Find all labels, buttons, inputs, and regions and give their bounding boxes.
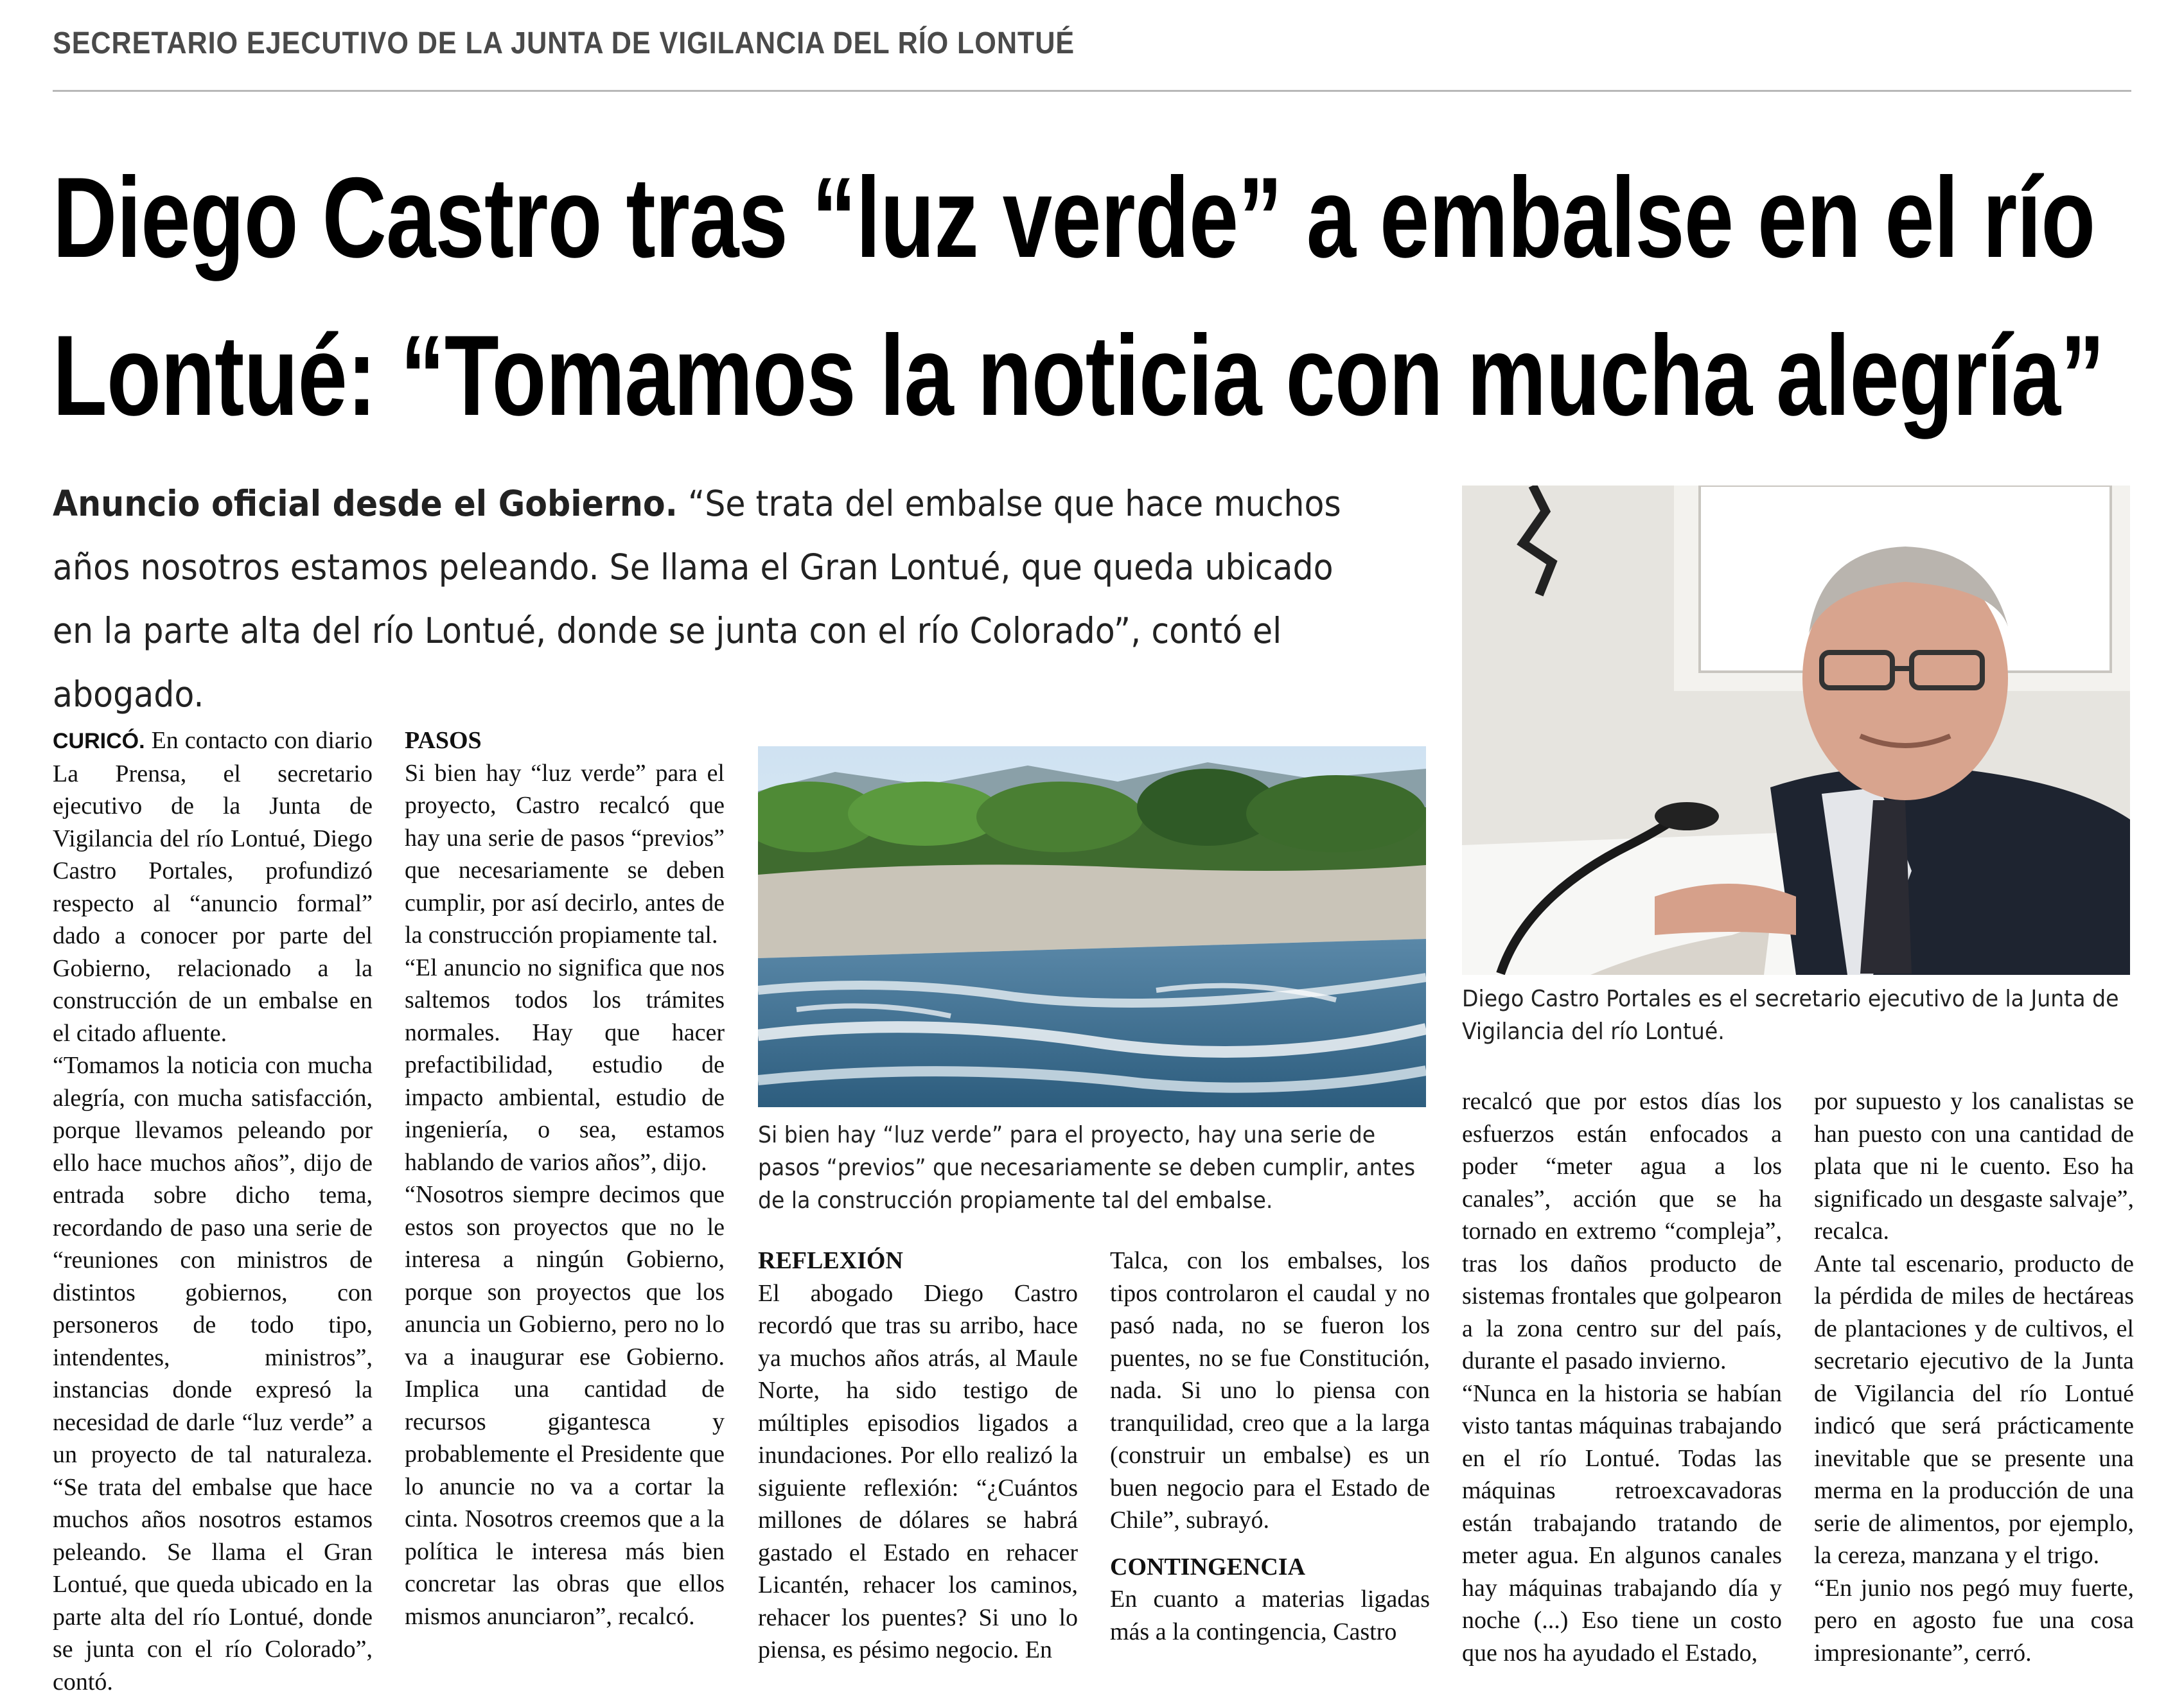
river-photo: [758, 746, 1426, 1107]
paragraph: [53, 724, 373, 1049]
paragraph: “Nosotros siempre decimos que estos son proyectos que no le interesa a ningún Gobierno, porque son proyectos que los anuncia un Gobierno, pero no lo va a inaugurar ese Gobierno. Implica una cantidad de recursos gigantesca y probablemente el Presidente que lo anuncie no va a cortar la cinta. Nosotros creemos que a la política le interesa más bien concretar las obras que ellos mismos anunciaron”, recalcó.: [405, 1181, 725, 1630]
deck-text: “Se trata del embalse que hace muchos años nosotros estamos peleando. Se llama el Gran Lontué, que queda ubicado en la parte alta del río Lontué, donde se junta con el río Colorado”, contó el abogado.: [53, 483, 1341, 715]
subheading-reflexion: REFLEXIÓN: [758, 1247, 903, 1274]
river-photo-caption: Si bien hay “luz verde” para el proyecto, hay una serie de pasos “previos” que necesariamente se deben cumplir, antes de la construcción propiamente tal del embalse.: [758, 1122, 1416, 1214]
article-column-5: [1462, 1085, 1782, 1669]
paragraph: “Nunca en la historia se habían visto tantas máquinas trabajando en el río Lontué. Todas las máquinas retroexcavadoras están trabajando tratando de meter agua. En algunos canales hay máquinas trabajando día y noche (...) Eso tiene un costo que nos ha ayudado el Estado,: [1462, 1379, 1782, 1667]
portrait-photo: [1462, 486, 2130, 975]
paragraph: El abogado Diego Castro recordó que tras su arribo, hace ya muchos años atrás, al Maule Norte, ha sido testigo de múltiples episodios ligados a inundaciones. Por ello realizó la siguiente reflexión: “¿Cuántos millones de dólares se habrá gastado el Estado en rehacer Licantén, rehacer los caminos, rehacer los puentes? Si uno lo piensa, es pésimo negocio. En: [758, 1279, 1078, 1663]
deck: [53, 472, 1353, 726]
headline-line-2: Lontué: “Tomamos la noticia con mucha alegría”: [53, 311, 2104, 439]
dateline: CURICÓ.: [53, 729, 145, 753]
paragraph: recalcó que por estos días los esfuerzos están enfocados a poder “meter agua a los canales”, acción que se ha tornado en extremo “compleja”, tras los daños producto de sistemas frontales que golpearon a la zona centro sur del país, durante el pasado invierno.: [1462, 1088, 1782, 1374]
paragraph: En cuanto a materias ligadas más a la contingencia, Castro: [1110, 1586, 1430, 1645]
headline: [53, 139, 2104, 455]
paragraph-text: En contacto con diario La Prensa, el secretario ejecutivo de la Junta de Vigilancia del río Lontué, Diego Castro Portales, profundizó respecto al “anuncio formal” dado a conocer por parte del Gobierno, relacionado a la construcción de un embalse en el citado afluente.: [53, 727, 373, 1047]
section-kicker: SECRETARIO EJECUTIVO DE LA JUNTA DE VIGILANCIA DEL RÍO LONTUÉ: [53, 26, 1075, 60]
paragraph: “El anuncio no significa que nos saltemos todos los trámites normales. Hay que hacer prefactibilidad, estudio de impacto ambiental, estudio de ingeniería, o sea, estamos hablando de varios años”, dijo.: [405, 954, 725, 1176]
subheading-contingencia: CONTINGENCIA: [1110, 1553, 1306, 1580]
headline-line-1: Diego Castro tras “luz verde” a embalse en el río: [53, 153, 2095, 281]
paragraph: Si bien hay “luz verde” para el proyecto, Castro recalcó que hay una serie de pasos “previos” que necesariamente se deben cumplir, por así decirlo, antes de la construcción propiamente tal.: [405, 759, 725, 949]
article-column-1: [53, 724, 373, 1698]
article-column-2: [405, 724, 725, 1632]
deck-lead: Anuncio oficial desde el Gobierno.: [53, 483, 678, 524]
article-column-6: [1814, 1085, 2134, 1669]
paragraph: “En junio nos pegó muy fuerte, pero en agosto fue una cosa impresionante”, cerró.: [1814, 1574, 2134, 1667]
article-column-4: [1110, 1245, 1430, 1648]
paragraph: “Tomamos la noticia con mucha alegría, con mucha satisfacción, porque llevamos peleando por ello hace muchos años”, dijo de entrada sobre dicho tema, recordando de paso una serie de “reuniones con ministros de distintos gobiernos, con personeros de todo tipo, intendentes, ministros”, instancias donde expresó la necesidad de darle “luz verde” a un proyecto de tal naturaleza. “Se trata del embalse que hace muchos años nosotros estamos peleando. Se llama el Gran Lontué, que queda ubicado en la parte alta del río Lontué, donde se junta con el río Colorado”, contó.: [53, 1052, 373, 1695]
paragraph: por supuesto y los canalistas se han puesto con una cantidad de plata que ni le cuento. Eso ha significado un desgaste salvaje”, recalca.: [1814, 1088, 2134, 1245]
header-divider: [53, 90, 2131, 92]
article-column-3: [758, 1245, 1078, 1667]
portrait-photo-caption: Diego Castro Portales es el secretario ejecutivo de la Junta de Vigilancia del río Lontué.: [1462, 986, 2119, 1045]
paragraph: Talca, con los embalses, los tipos controlaron el caudal y no pasó nada, no se fueron los puentes, no se fue Constitución, nada. Si uno lo piensa con tranquilidad, creo que a la larga (construir un embalse) es un buen negocio para el Estado de Chile”, subrayó.: [1110, 1247, 1430, 1534]
subheading-pasos: PASOS: [405, 727, 482, 754]
paragraph: Ante tal escenario, producto de la pérdida de miles de hectáreas de plantaciones y de cultivos, el secretario ejecutivo de la Junta de Vigilancia del río Lontué indicó que será prácticamente inevitable que se presente una merma en la producción de una serie de alimentos, por ejemplo, la cereza, manzana y el trigo.: [1814, 1250, 2134, 1569]
